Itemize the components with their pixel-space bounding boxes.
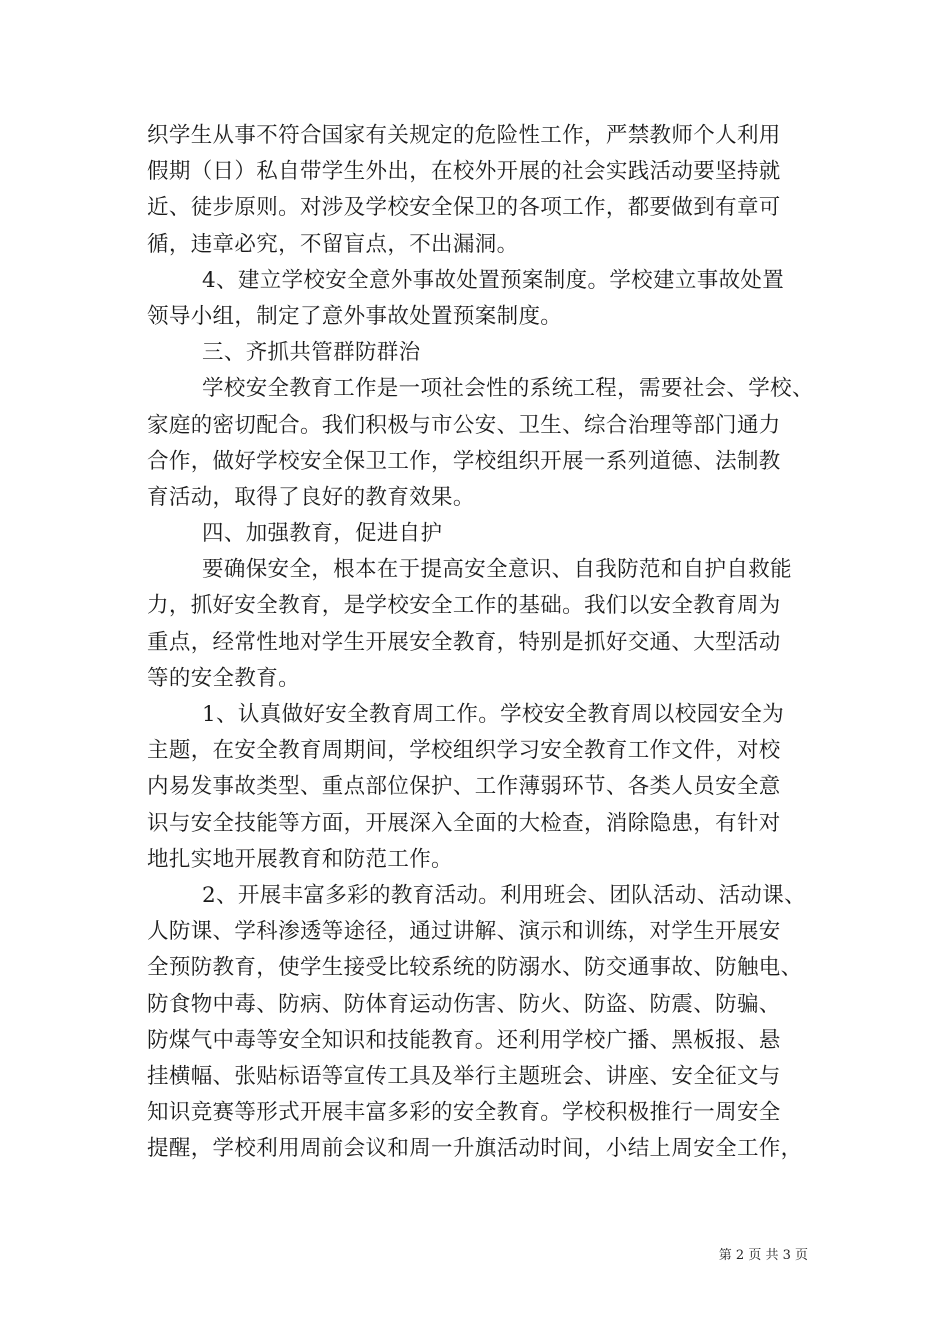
text-line: 力，抓好安全教育，是学校安全工作的基础。我们以安全教育周为 (147, 593, 781, 619)
text-line: 2、开展丰富多彩的教育活动。利用班会、团队活动、活动课、 (202, 882, 806, 908)
text-line: 提醒，学校利用周前会议和周一升旗活动时间，小结上周安全工作， (147, 1136, 803, 1162)
text-line: 重点，经常性地对学生开展安全教育，特别是抓好交通、大型活动 (147, 629, 781, 655)
text-line: 家庭的密切配合。我们积极与市公安、卫生、综合治理等部门通力 (147, 412, 781, 438)
text-line: 识与安全技能等方面，开展深入全面的大检查，消除隐患，有针对 (147, 810, 781, 836)
text-line: 合作，做好学校安全保卫工作，学校组织开展一系列道德、法制教 (147, 448, 781, 474)
text-line: 防食物中毒、防病、防体育运动伤害、防火、防盗、防震、防骗、 (147, 991, 781, 1017)
text-line: 全预防教育，使学生接受比较系统的防溺水、防交通事故、防触电、 (147, 955, 803, 981)
text-line: 领导小组，制定了意外事故处置预案制度。 (147, 303, 563, 329)
text-line: 育活动，取得了良好的教育效果。 (147, 484, 475, 510)
document-body (147, 118, 837, 1167)
text-line: 挂横幅、张贴标语等宣传工具及举行主题班会、讲座、安全征文与 (147, 1063, 781, 1089)
text-line: 内易发事故类型、重点部位保护、工作薄弱环节、各类人员安全意 (147, 774, 781, 800)
text-line: 织学生从事不符合国家有关规定的危险性工作，严禁教师个人利用 (147, 123, 781, 148)
text-line: 四、加强教育，促进自护 (202, 521, 443, 547)
text-line: 人防课、学科渗透等途径，通过讲解、演示和训练，对学生开展安 (147, 919, 781, 945)
text-line: 防煤气中毒等安全知识和技能教育。还利用学校广播、黑板报、悬 (147, 1027, 781, 1053)
text-line: 主题，在安全教育周期间，学校组织学习安全教育工作文件，对校 (147, 738, 781, 764)
text-line: 要确保安全，根本在于提高安全意识、自我防范和自护自救能 (202, 557, 792, 583)
text-line: 1、认真做好安全教育周工作。学校安全教育周以校园安全为 (202, 702, 785, 727)
text-line: 学校安全教育工作是一项社会性的系统工程，需要社会、学校、 (202, 376, 814, 402)
text-line: 知识竞赛等形式开展丰富多彩的安全教育。学校积极推行一周安全 (147, 1100, 781, 1126)
page-number-footer: 第 2 页 共 3 页 (718, 1248, 808, 1263)
text-line: 假期（日）私自带学生外出，在校外开展的社会实践活动要坚持就 (147, 159, 781, 185)
text-line: 等的安全教育。 (147, 665, 300, 691)
text-line: 4、建立学校安全意外事故处置预案制度。学校建立事故处置 (202, 267, 785, 293)
text-line: 地扎实地开展教育和防范工作。 (147, 846, 453, 872)
text-line: 近、徒步原则。对涉及学校安全保卫的各项工作，都要做到有章可 (147, 195, 781, 221)
text-line: 三、齐抓共管群防群治 (202, 340, 421, 366)
text-line: 循，违章必究，不留盲点，不出漏洞。 (147, 231, 519, 257)
